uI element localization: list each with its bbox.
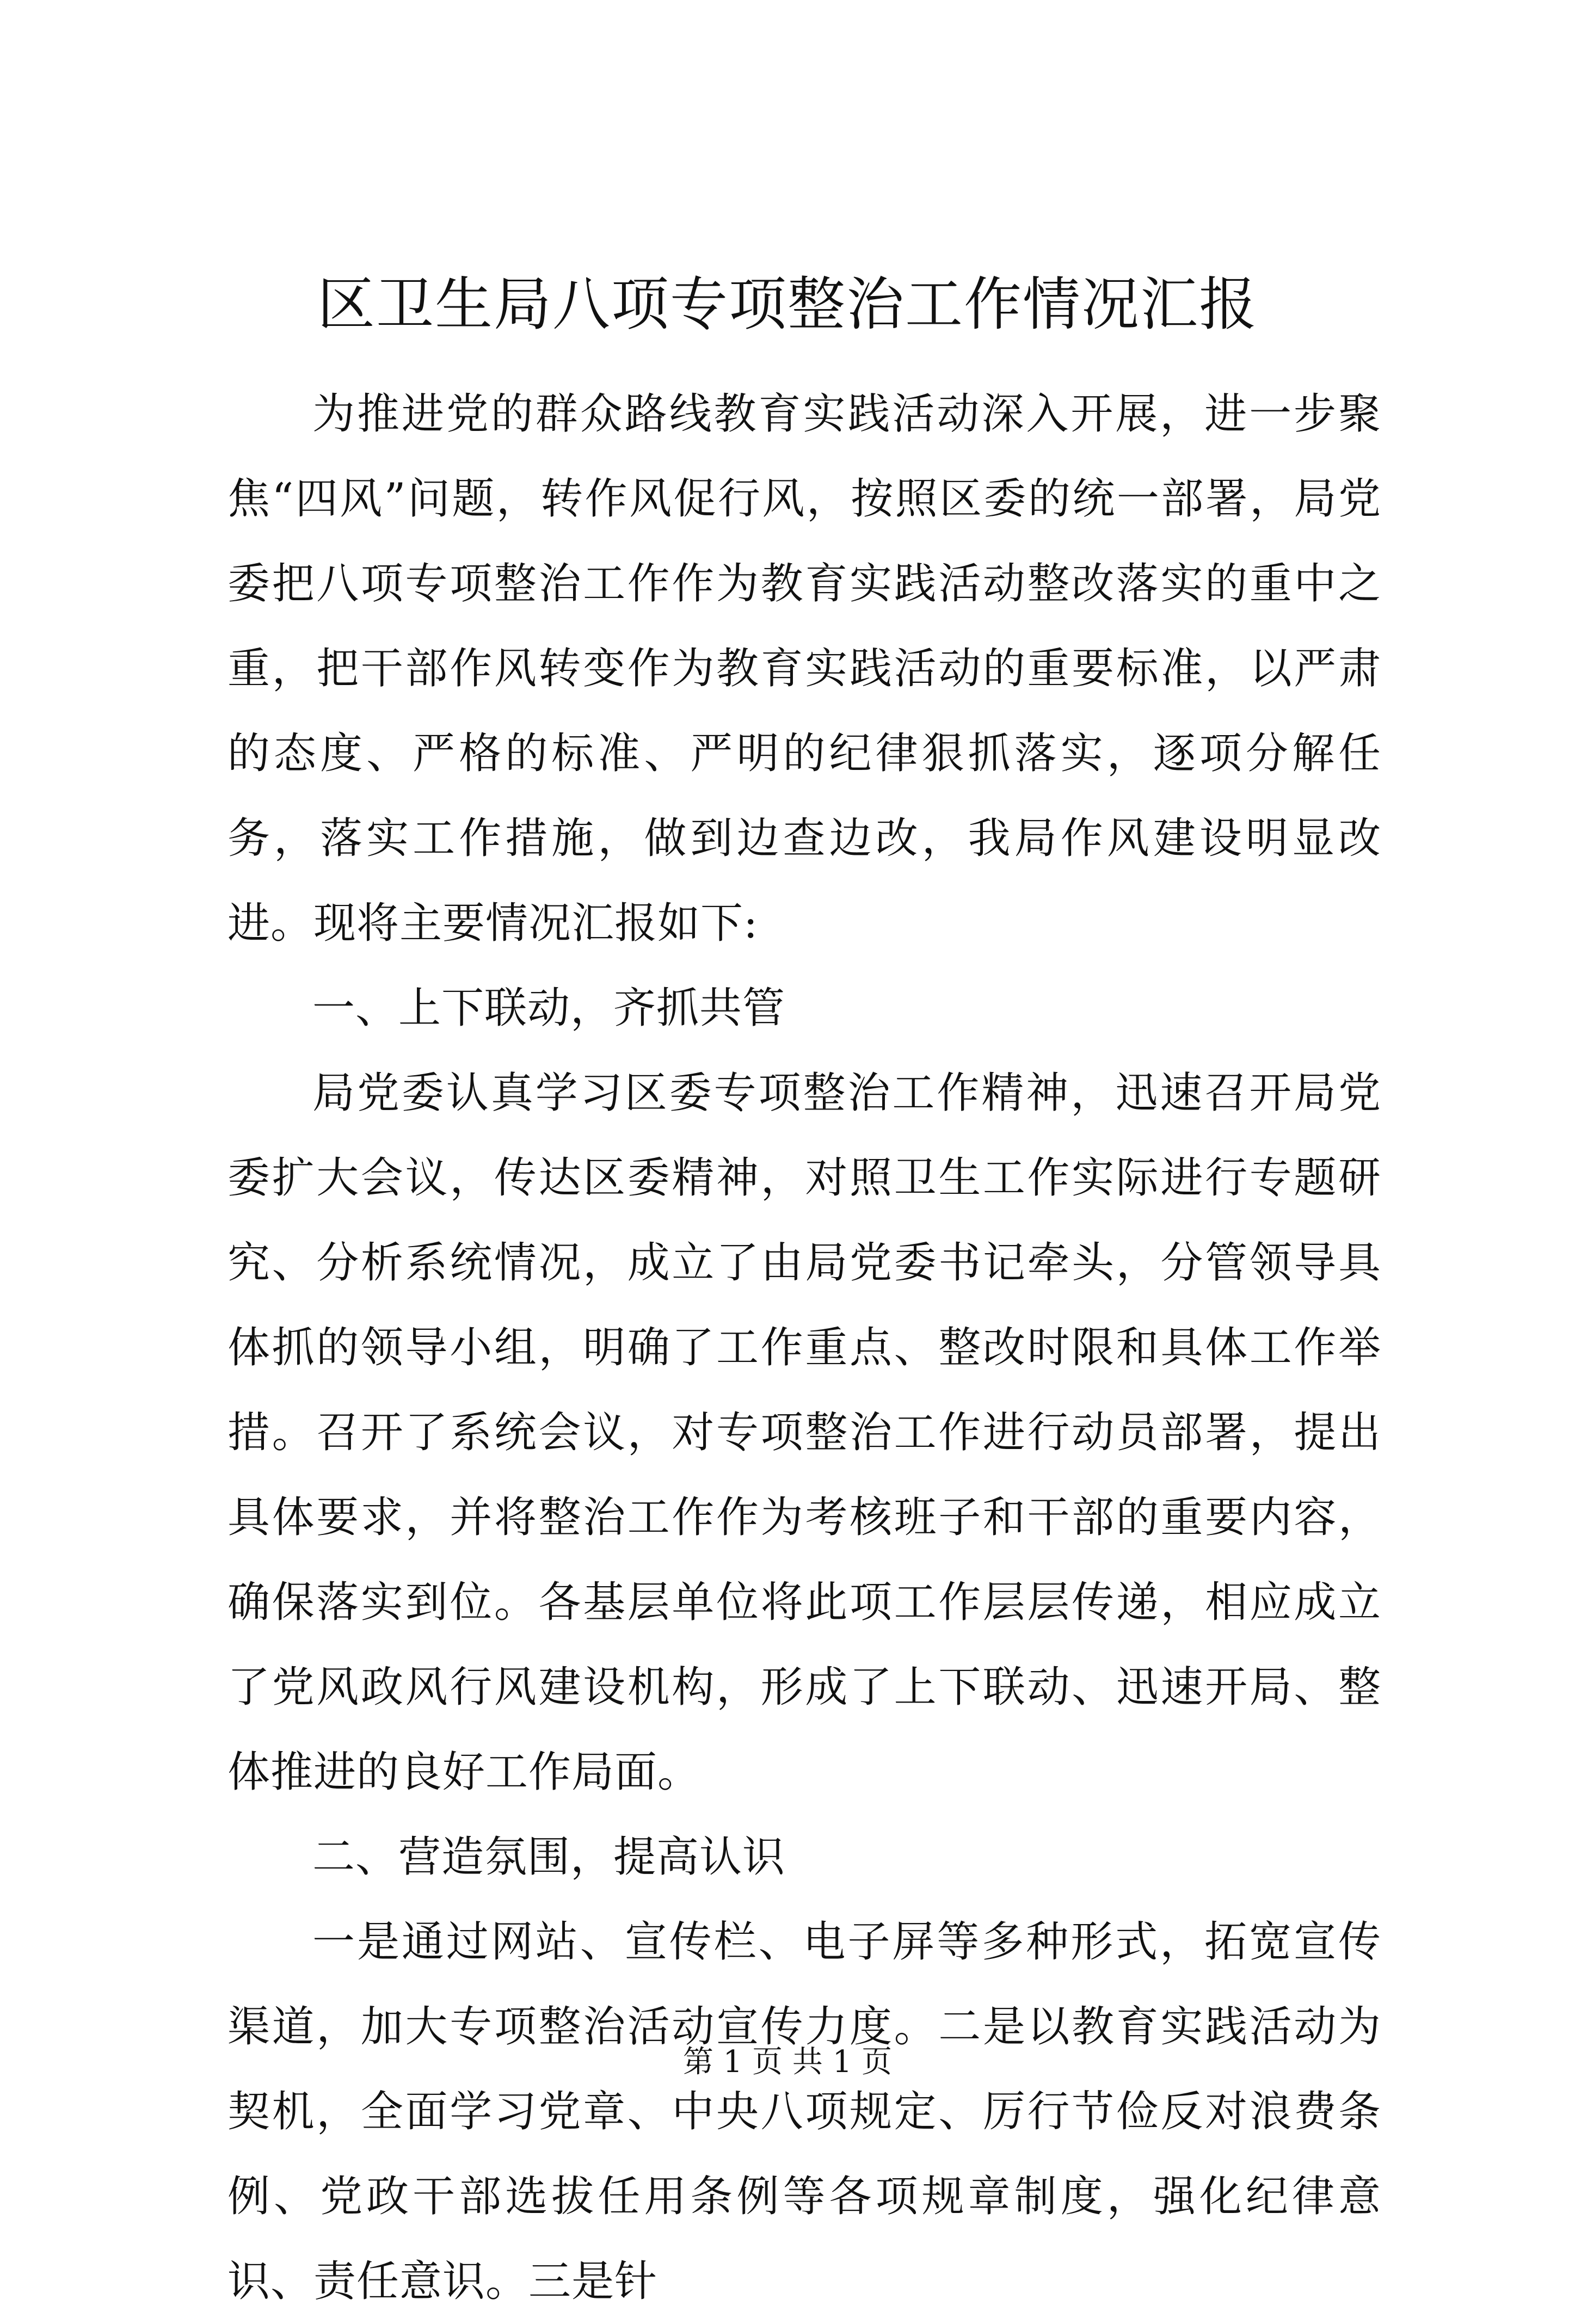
paragraph-section-2: 一是通过网站、宣传栏、电子屏等多种形式，拓宽宣传渠道，加大专项整治活动宣传力度。二是以教育实践活动为契机，全面学习党章、中央八项规定、厉行节俭反对浪费条例、党政干部选拔任用条例等各项规章制度，强化纪律意识、责任意识。三是针	[227, 1918, 1381, 2306]
paragraph-intro: 为推进党的群众路线教育实践活动深入开展，进一步聚焦“四风”问题，转作风促行风，按照区委的统一部署，局党委把八项专项整治工作作为教育实践活动整改落实的重中之重，把干部作风转变作为教育实践活动的重要标准，以严肃的态度、严格的标准、严明的纪律狠抓落实，逐项分解任务，落实工作措施，做到边查边改，我局作风建设明显改进。现将主要情况汇报如下:	[227, 390, 1381, 948]
document-title: 区卫生局八项专项整治工作情况汇报	[317, 271, 1258, 338]
document-body	[227, 372, 1381, 2324]
section-heading-1: 一、上下联动，齐抓共管	[312, 984, 786, 1033]
paragraph-section-1: 局党委认真学习区委专项整治工作精神，迅速召开局党委扩大会议，传达区委精神，对照卫生工作实际进行专题研究、分析系统情况，成立了由局党委书记牵头，分管领导具体抓的领导小组，明确了工作重点、整改时限和具体工作举措。召开了系统会议，对专项整治工作进行动员部署，提出具体要求，并将整治工作作为考核班子和干部的重要内容，确保落实到位。各基层单位将此项工作层层传递，相应成立了党风政风行风建设机构，形成了上下联动、迅速开局、整体推进的良好工作局面。	[227, 1069, 1381, 1797]
page-footer: 第 1 页 共 1 页	[682, 2044, 893, 2080]
section-heading-2: 二、营造氛围，提高认识	[312, 1833, 786, 1882]
